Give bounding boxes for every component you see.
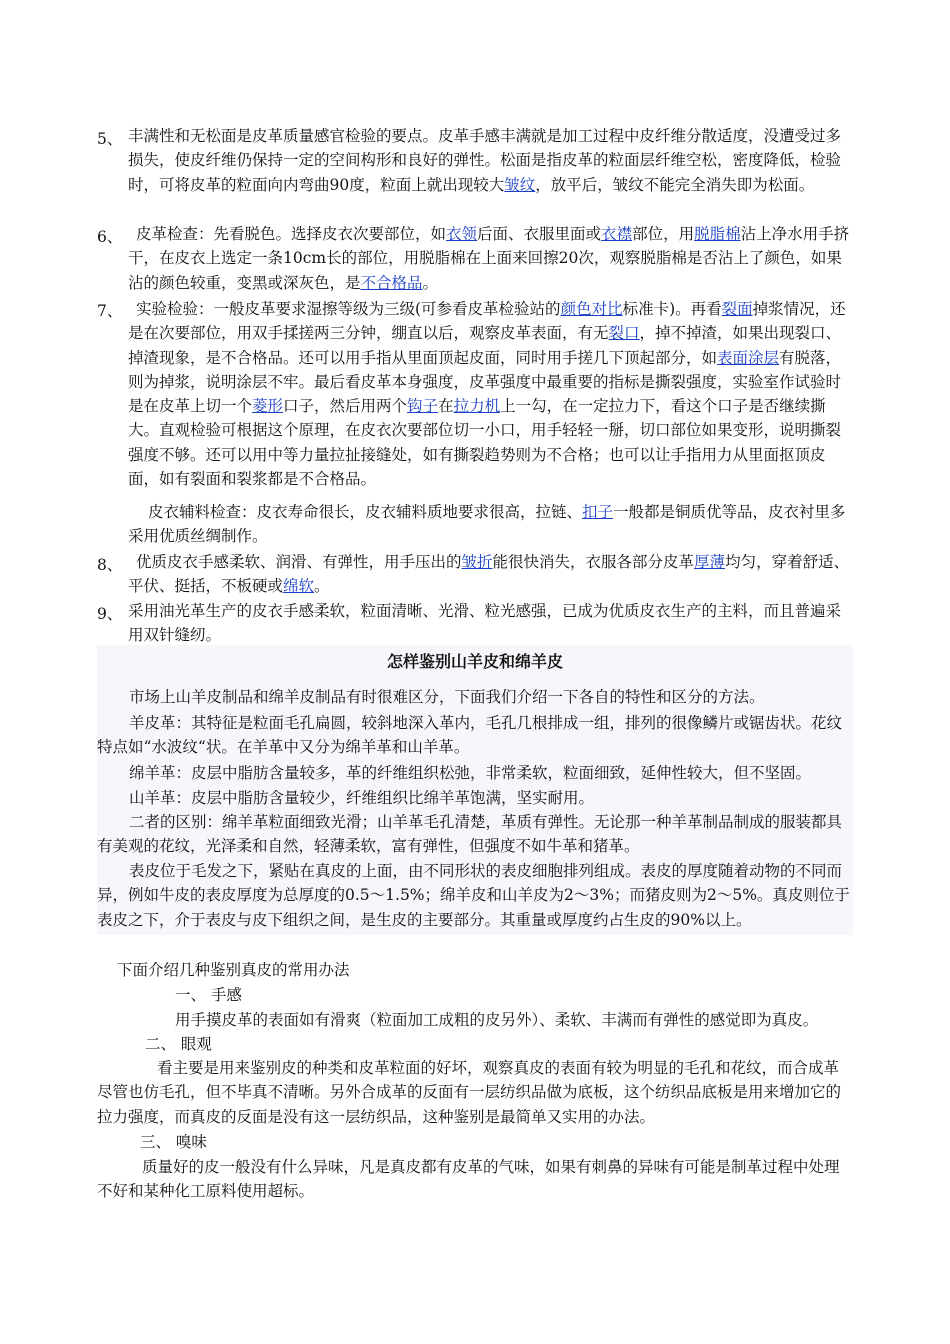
item-8-text: 优质皮衣手感柔软、润滑、有弹性，用手压出的皱折能很快消失，衣服各部分皮革厚薄均匀，穿着舒适、平伏、挺括，不板硬或绵软。 — [128, 553, 850, 596]
item-7-text: 实验检验：一般皮革要求湿擦等级为三级(可参看皮革检验站的颜色对比标准卡)。再看裂面掉浆情况，还是在次要部位，用双手揉搓两三分钟，绷直以后，观察皮革表面，有无裂口，掉不掉渣，如果出现裂口、掉渣现象，是不合格品。还可以用手指从里面顶起皮面，同时用手搓几下顶起部分，如表面涂层有脱落，则为掉浆，说明涂层不牢。最后看皮革本身强度，皮革强度中最重要的指标是撕裂强度，实验室作试验时是在皮革上切一个菱形口子，然后用两个钩子在拉力机上一勾，在一定拉力下，看这个口子是否继续撕大。直观检验可根据这个原理，在皮衣次要部位切一小口，用手轻轻一掰，切口部位如果变形，说明撕裂强度不够。还可以用中等力量拉扯接缝处，如有撕裂趋势则为不合格；也可以让手指用力从里面抠顶皮面，如有裂面和裂浆都是不合格品。 — [128, 300, 846, 489]
item-number: 7、 — [97, 302, 123, 320]
item-6-text: 皮革检查：先看脱色。选择皮衣次要部位，如衣领后面、衣服里面或衣襟部位，用脱脂棉沾上净水用手挤干，在皮衣上选定一条10cm长的部位，用脱脂棉在上面来回擦20次，观察脱脂棉是否沾上了颜色，如果沾的颜色较重，变黑或深灰色，是不合格品。 — [128, 225, 850, 292]
link-thickness[interactable]: 厚薄 — [694, 553, 726, 571]
link-crack-surface[interactable]: 裂面 — [721, 300, 753, 318]
paragraph-look: 看主要是用来鉴别皮的种类和皮革粒面的好坏，观察真皮的表面有较为明显的毛孔和花纹，而合成革尽管也仿毛孔，但不毕真不清晰。另外合成革的反面有一层纺织品做为底板，这个纺织品底板是用来增加它的拉力强度，而真皮的反面是没有这一层纺织品，这种鉴别是最简单又实用的办法。 — [97, 1059, 842, 1126]
item-number: 9、 — [97, 605, 123, 623]
item-5-text: 丰满性和无松面是皮革质量感官检验的要点。皮革手感丰满就是加工过程中皮纤维分散适度，没遭受过多损失，使皮纤维仍保持一定的空间构形和良好的弹性。松面是指皮革的粒面层纤维空松，密度降低，检验时，可将皮革的粒面向内弯曲90度，粒面上就出现较大皱纹，放平后，皱纹不能完全消失即为松面。 — [128, 127, 842, 194]
methods-intro: 下面介绍几种鉴别真皮的常用办法 — [117, 961, 350, 979]
section-intro: 市场上山羊皮制品和绵羊皮制品有时很难区分，下面我们介绍一下各自的特性和区分的方法。 — [129, 688, 765, 706]
item-number: 8、 — [97, 556, 123, 574]
link-crease[interactable]: 皱折 — [461, 553, 493, 571]
item-number: 6、 — [97, 228, 123, 246]
accessories-paragraph: 皮衣辅料检查：皮衣寿命很长，皮衣辅料质地要求很高，拉链、扣子一般都是铜质优等品，皮衣衬里多采用优质丝绸制作。 — [128, 503, 846, 546]
paragraph-touch: 用手摸皮革的表面如有滑爽（粒面加工成粗的皮另外）、柔软、丰满而有弹性的感觉即为真皮。 — [175, 1011, 819, 1029]
heading-look: 二、 眼观 — [145, 1035, 212, 1053]
link-color-contrast[interactable]: 颜色对比 — [560, 300, 623, 318]
link-diamond[interactable]: 菱形 — [252, 397, 284, 416]
link-soft[interactable]: 绵软 — [283, 577, 315, 596]
link-placket[interactable]: 衣襟 — [601, 225, 633, 243]
paragraph-sheepskin: 绵羊革：皮层中脂肪含量较多，革的纤维组织松弛，非常柔软，粒面细致，延伸性较大，但不坚固。 — [129, 764, 812, 782]
paragraph-epidermis: 表皮位于毛发之下，紧贴在真皮的上面，由不同形状的表皮细胞排列组成。表皮的厚度随着动物的不同而异，例如牛皮的表皮厚度为总厚度的0.5～1.5%；绵羊皮和山羊皮为2～3%；而猪皮则为2～5%。真皮则位于表皮之下，介于表皮与皮下组织之间，是生皮的主要部分。其重量或厚度约占生皮的90%以上。 — [97, 862, 850, 929]
link-tensile-machine[interactable]: 拉力机 — [453, 397, 501, 416]
paragraph-smell: 质量好的皮一般没有什么异味，凡是真皮都有皮革的气味，如果有刺鼻的异味有可能是制革过程中处理不好和某种化工原料使用超标。 — [97, 1158, 840, 1201]
link-defective[interactable]: 不合格品 — [360, 273, 423, 292]
paragraph-difference: 二者的区别：绵羊革粒面细致光滑；山羊革毛孔清楚，革质有弹性。无论那一种羊革制品制成的服装都具有美观的花纹，光泽柔和自然，轻薄柔软，富有弹性，但强度不如牛革和猪革。 — [97, 813, 843, 856]
section-title: 怎样鉴别山羊皮和绵羊皮 — [386, 652, 563, 671]
heading-touch: 一、 手感 — [175, 986, 242, 1004]
heading-smell: 三、 嗅味 — [140, 1133, 207, 1151]
link-coating[interactable]: 表面涂层 — [717, 348, 780, 367]
paragraph-goatskin: 山羊革：皮层中脂肪含量较少，纤维组织比绵羊革饱满，坚实耐用。 — [129, 789, 595, 807]
item-number: 5、 — [97, 130, 123, 148]
link-hook[interactable]: 钩子 — [407, 397, 439, 416]
link-button[interactable]: 扣子 — [582, 503, 614, 521]
link-crack[interactable]: 裂口 — [608, 324, 640, 343]
item-9-text: 采用油光革生产的皮衣手感柔软，粒面清晰、光滑、粒光感强，已成为优质皮衣生产的主料，而且普遍采用双针缝纫。 — [128, 602, 842, 645]
link-cotton[interactable]: 脱脂棉 — [694, 225, 741, 243]
link-wrinkle[interactable]: 皱纹 — [504, 175, 536, 194]
paragraph-sheep-leather: 羊皮革：其特征是粒面毛孔扁圆，较斜地深入革内，毛孔几根排成一组，排列的很像鳞片或锯齿状。花纹特点如“水波纹“状。在羊革中又分为绵羊革和山羊革。 — [97, 714, 843, 757]
link-collar[interactable]: 衣领 — [446, 225, 478, 243]
